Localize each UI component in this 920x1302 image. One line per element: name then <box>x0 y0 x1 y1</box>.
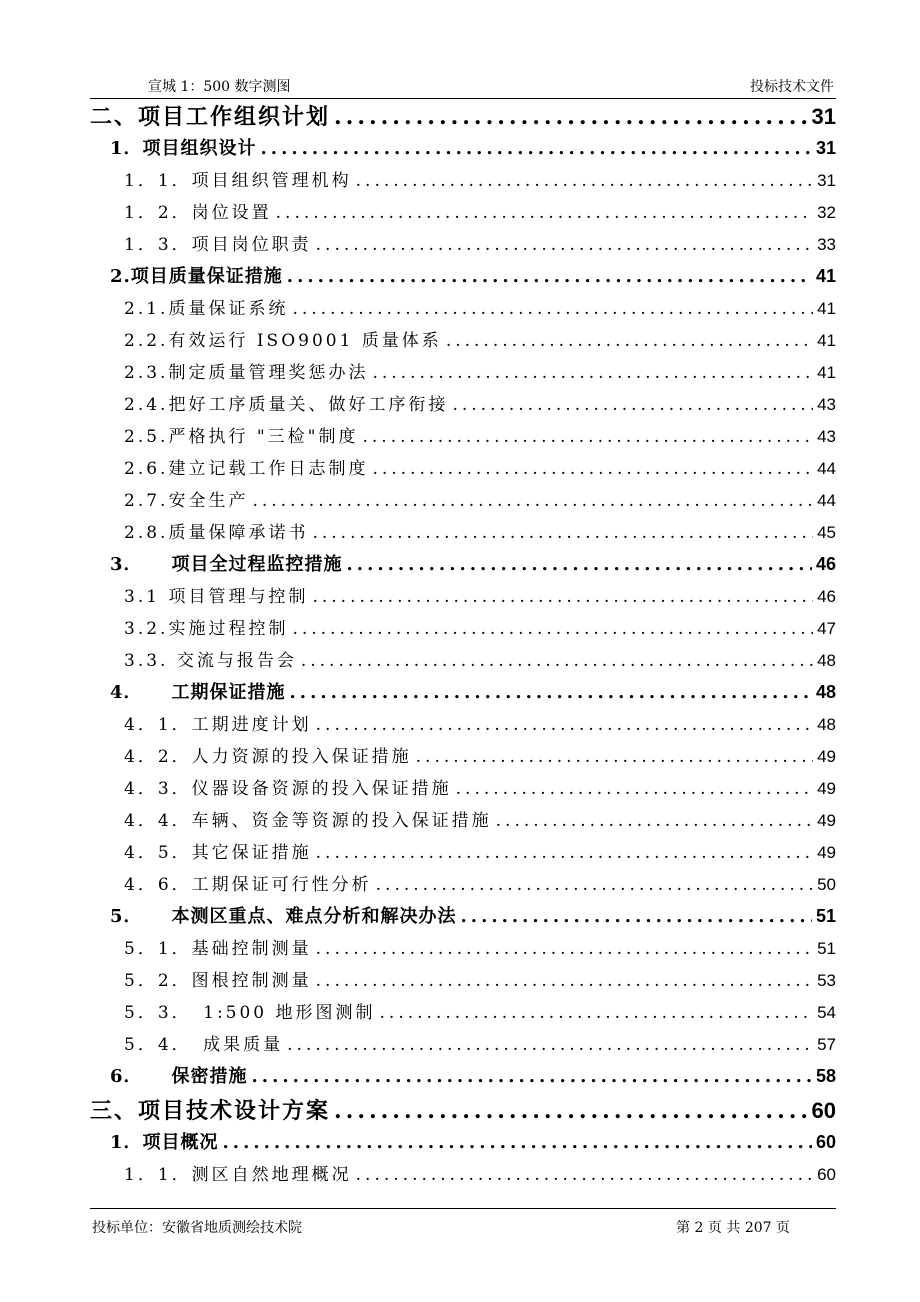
toc-entry-page: 43 <box>817 395 836 414</box>
toc-entry-page: 49 <box>817 843 836 862</box>
page-footer <box>90 1208 836 1235</box>
toc-entry[interactable] <box>90 710 836 742</box>
toc-entry[interactable] <box>90 422 836 454</box>
toc-entry[interactable] <box>90 678 836 710</box>
toc-entry-page: 41 <box>817 363 836 382</box>
toc-leader-dots <box>372 459 813 479</box>
toc-leader-dots <box>316 235 813 255</box>
toc-leader-dots <box>287 1035 813 1055</box>
toc-entry[interactable] <box>90 326 836 358</box>
page-header <box>90 74 836 99</box>
toc-entry-page: 60 <box>817 1165 836 1184</box>
toc-entry[interactable] <box>90 262 836 294</box>
toc-entry-page: 31 <box>811 104 836 129</box>
toc-leader-dots <box>292 299 813 319</box>
toc-entry[interactable] <box>90 998 836 1030</box>
toc-entry-page: 51 <box>817 939 836 958</box>
toc-entry-title: 1．3．项目岗位职责 <box>124 235 312 255</box>
toc-leader-dots <box>301 651 813 671</box>
toc-entry-page: 49 <box>817 747 836 766</box>
toc-entry-title: 3.1 项目管理与控制 <box>124 587 309 607</box>
toc-leader-dots <box>356 1165 813 1185</box>
toc-entry-title: 4．1．工期进度计划 <box>124 715 312 735</box>
toc-entry[interactable] <box>90 198 836 230</box>
toc-entry-title: 2.8.质量保障承诺书 <box>124 523 309 543</box>
toc-entry-page: 48 <box>817 715 836 734</box>
toc-entry-page: 41 <box>817 331 836 350</box>
toc-leader-dots <box>252 1066 812 1087</box>
toc-entry[interactable] <box>90 1062 836 1094</box>
toc-entry-page: 46 <box>817 587 836 606</box>
toc-leader-dots <box>276 203 813 223</box>
toc-entry[interactable] <box>90 550 836 582</box>
toc-leader-dots <box>252 491 813 511</box>
toc-leader-dots <box>347 554 812 575</box>
toc-leader-dots <box>316 971 813 991</box>
toc-leader-dots <box>223 1132 812 1153</box>
toc-entry[interactable] <box>90 1160 836 1192</box>
toc-entry-title: 2.2.有效运行 ISO9001 质量体系 <box>124 331 442 351</box>
toc-entry-title: 5．1．基础控制测量 <box>124 939 312 959</box>
toc-entry-title: 4．2．人力资源的投入保证措施 <box>124 747 412 767</box>
toc-leader-dots <box>334 104 808 130</box>
toc-leader-dots <box>287 266 812 287</box>
toc-entry-title: 3.2.实施过程控制 <box>124 619 289 639</box>
toc-leader-dots <box>496 811 813 831</box>
toc-entry-title: 3． 项目全过程监控措施 <box>110 554 343 575</box>
toc-entry-page: 44 <box>817 459 836 478</box>
toc-entry[interactable] <box>90 166 836 198</box>
toc-entry-title: 4． 工期保证措施 <box>110 682 286 703</box>
toc-entry-title: 6． 保密措施 <box>110 1066 248 1087</box>
toc-leader-dots <box>261 138 812 159</box>
toc-leader-dots <box>380 1003 814 1023</box>
toc-entry-title: 1．项目概况 <box>110 1132 219 1153</box>
toc-entry-title: 2.6.建立记载工作日志制度 <box>124 459 369 479</box>
toc-leader-dots <box>312 587 813 607</box>
toc-entry-title: 3.3. 交流与报告会 <box>124 651 297 671</box>
toc-entry-page: 43 <box>817 427 836 446</box>
toc-entry[interactable] <box>90 486 836 518</box>
toc-entry-page: 49 <box>817 811 836 830</box>
toc-entry-title: 1．1．项目组织管理机构 <box>124 171 352 191</box>
toc-entry-title: 5．3． 1:500 地形图测制 <box>124 1003 376 1023</box>
toc-entry-page: 50 <box>817 875 836 894</box>
toc-entry-title: 5．4． 成果质量 <box>124 1035 284 1055</box>
toc-leader-dots <box>292 619 813 639</box>
toc-entry-title: 1．1．测区自然地理概况 <box>124 1165 352 1185</box>
toc-entry[interactable] <box>90 230 836 262</box>
toc-leader-dots <box>316 715 813 735</box>
toc-entry[interactable] <box>90 1128 836 1160</box>
toc-entry[interactable] <box>90 966 836 998</box>
toc-leader-dots <box>334 1098 808 1124</box>
header-document-type: 投标技术文件 <box>750 79 834 95</box>
table-of-contents <box>90 100 836 1192</box>
toc-entry-page: 48 <box>817 651 836 670</box>
header-project-name: 宣城 1：500 数字测图 <box>148 79 291 95</box>
toc-entry[interactable] <box>90 934 836 966</box>
toc-entry-page: 31 <box>817 171 836 190</box>
toc-entry-page: 51 <box>815 906 836 926</box>
toc-leader-dots <box>356 171 813 191</box>
toc-entry[interactable] <box>90 742 836 774</box>
toc-leader-dots <box>446 331 813 351</box>
toc-entry[interactable] <box>90 614 836 646</box>
toc-leader-dots <box>416 747 813 767</box>
toc-entry[interactable] <box>90 294 836 326</box>
toc-entry[interactable] <box>90 358 836 390</box>
toc-leader-dots <box>290 682 812 703</box>
toc-entry[interactable] <box>90 100 836 134</box>
toc-entry-page: 60 <box>811 1098 836 1123</box>
toc-entry[interactable] <box>90 774 836 806</box>
toc-entry-page: 45 <box>817 523 836 542</box>
toc-entry[interactable] <box>90 1094 836 1128</box>
toc-entry[interactable] <box>90 390 836 422</box>
toc-entry-title: 1．2．岗位设置 <box>124 203 272 223</box>
toc-entry-page: 48 <box>815 682 836 702</box>
toc-entry-title: 二、项目工作组织计划 <box>90 104 331 130</box>
toc-entry-title: 2.5.严格执行 "三检"制度 <box>124 427 359 447</box>
toc-entry-title: 2.4.把好工序质量关、做好工序衔接 <box>124 395 449 415</box>
toc-leader-dots <box>372 363 813 383</box>
toc-leader-dots <box>461 906 812 927</box>
footer-page-number: 第 2 页 共 207 页 <box>676 1220 790 1236</box>
toc-entry[interactable] <box>90 806 836 838</box>
toc-entry-title: 1．项目组织设计 <box>110 138 257 159</box>
toc-entry-title: 4．3．仪器设备资源的投入保证措施 <box>124 779 452 799</box>
toc-entry-page: 41 <box>817 299 836 318</box>
toc-entry-title: 2.7.安全生产 <box>124 491 249 511</box>
toc-entry-title: 5． 本测区重点、难点分析和解决办法 <box>110 906 457 927</box>
toc-entry-page: 31 <box>815 138 836 158</box>
toc-leader-dots <box>312 523 813 543</box>
toc-entry[interactable] <box>90 838 836 870</box>
toc-entry-title: 三、项目技术设计方案 <box>90 1098 331 1124</box>
toc-entry-page: 46 <box>815 554 836 574</box>
toc-entry-page: 33 <box>817 235 836 254</box>
toc-entry-page: 41 <box>815 266 836 286</box>
toc-entry-page: 49 <box>817 779 836 798</box>
toc-entry-title: 4．5．其它保证措施 <box>124 843 312 863</box>
toc-entry-page: 60 <box>815 1132 836 1152</box>
toc-entry[interactable] <box>90 1030 836 1062</box>
toc-entry[interactable] <box>90 518 836 550</box>
toc-leader-dots <box>452 395 813 415</box>
toc-entry-title: 5．2．图根控制测量 <box>124 971 312 991</box>
toc-leader-dots <box>316 939 813 959</box>
toc-entry-page: 58 <box>815 1066 836 1086</box>
toc-entry[interactable] <box>90 902 836 934</box>
toc-entry-title: 2.1.质量保证系统 <box>124 299 289 319</box>
toc-entry[interactable] <box>90 134 836 166</box>
toc-entry-title: 2.3.制定质量管理奖惩办法 <box>124 363 369 383</box>
footer-bidder: 投标单位：安徽省地质测绘技术院 <box>92 1220 302 1236</box>
toc-entry[interactable] <box>90 646 836 678</box>
toc-entry-page: 54 <box>817 1003 836 1022</box>
toc-leader-dots <box>316 843 813 863</box>
toc-entry-page: 57 <box>817 1035 836 1054</box>
toc-entry-title: 2.项目质量保证措施 <box>110 266 283 287</box>
toc-entry-title: 4．4．车辆、资金等资源的投入保证措施 <box>124 811 492 831</box>
toc-leader-dots <box>456 779 813 799</box>
toc-leader-dots <box>362 427 813 447</box>
toc-entry-page: 32 <box>817 203 836 222</box>
toc-entry-page: 53 <box>817 971 836 990</box>
toc-entry[interactable] <box>90 454 836 486</box>
toc-entry-page: 44 <box>817 491 836 510</box>
toc-entry[interactable] <box>90 870 836 902</box>
toc-entry-page: 47 <box>817 619 836 638</box>
toc-leader-dots <box>376 875 813 895</box>
toc-entry-title: 4．6．工期保证可行性分析 <box>124 875 372 895</box>
toc-entry[interactable] <box>90 582 836 614</box>
